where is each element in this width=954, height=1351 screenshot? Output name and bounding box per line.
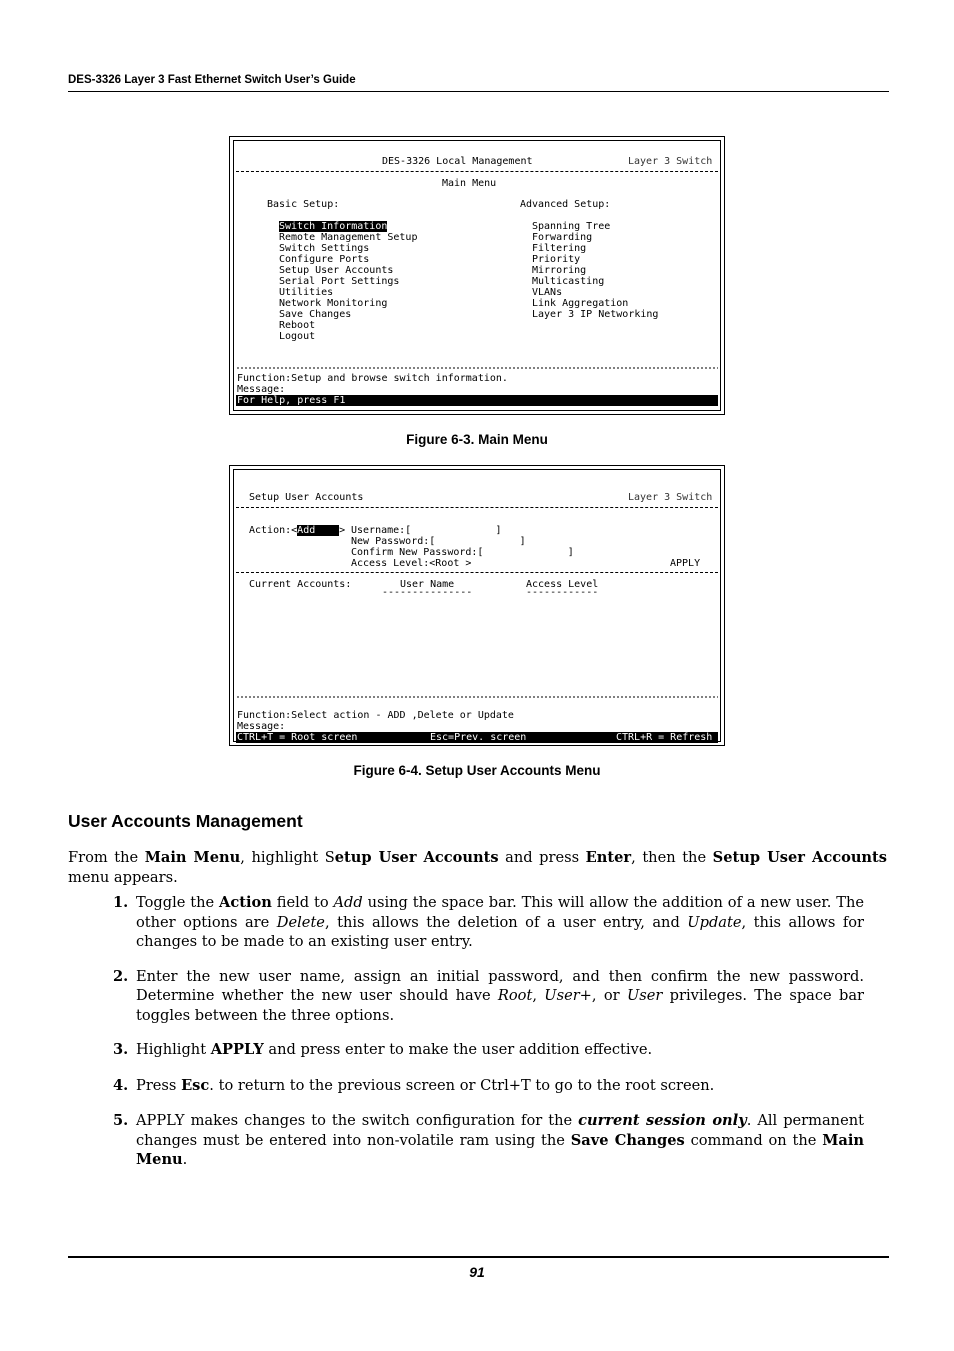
basic-setup-heading: Basic Setup: xyxy=(267,199,340,210)
bold-text: Save Changes xyxy=(570,1131,685,1149)
confirm-password-field[interactable]: Confirm New Password:[ ] xyxy=(351,547,574,558)
function-line: Function:Select action - ADD ,Delete or Update xyxy=(237,710,514,721)
bold-text: Esc xyxy=(181,1076,210,1094)
text: , or xyxy=(591,987,627,1004)
text: . All permanent changes must be entered into non-volatile ram using the xyxy=(136,1112,864,1149)
menu-item-mirroring[interactable]: Mirroring xyxy=(532,265,587,276)
figure-6-4-caption: Figure 6-4. Setup User Accounts Menu xyxy=(353,763,601,778)
menu-item-save-changes[interactable]: Save Changes xyxy=(279,309,352,320)
list-item xyxy=(68,1040,864,1060)
menu-item-switch-information[interactable]: Switch Information xyxy=(279,221,388,232)
help-bar xyxy=(236,395,718,406)
bold-text: Enter xyxy=(585,849,632,866)
bold-italic-text: current session only xyxy=(578,1112,747,1129)
text: Enter the new user name, assign an initial password, and then confirm the new password. Determine whether the new user should have xyxy=(136,967,864,1004)
header-rule xyxy=(68,91,889,92)
text: and press enter to make the user addition effective. xyxy=(263,1041,653,1058)
help-text: For Help, press F1 xyxy=(237,395,346,406)
apply-button[interactable]: APPLY xyxy=(670,558,701,569)
star-divider xyxy=(236,367,718,369)
current-accounts-label: Current Accounts: xyxy=(249,579,352,590)
function-line: Function:Setup and browse switch information. xyxy=(237,373,508,384)
action-label: Action:< xyxy=(249,525,298,536)
refresh-shortcut[interactable]: CTRL+R = Refresh xyxy=(616,732,713,743)
menu-title: Main Menu xyxy=(442,178,497,189)
text: , this allows the deletion of a user entry, and xyxy=(324,913,688,931)
column-access-level: Access Level xyxy=(526,579,599,590)
menu-item-setup-user-accounts[interactable]: Setup User Accounts xyxy=(279,265,394,276)
screen-title: Setup User Accounts xyxy=(249,492,364,503)
list-item xyxy=(68,1076,864,1096)
step-number: 2. xyxy=(113,967,129,985)
menu-item-link-aggregation[interactable]: Link Aggregation xyxy=(532,298,629,309)
text: field to xyxy=(271,894,334,911)
step-number: 4. xyxy=(113,1076,129,1094)
text: . xyxy=(182,1151,188,1168)
menu-item-spanning-tree[interactable]: Spanning Tree xyxy=(532,221,611,232)
menu-item-serial-port-settings[interactable]: Serial Port Settings xyxy=(279,276,400,287)
italic-text: Add xyxy=(333,894,363,911)
prev-screen-shortcut[interactable]: Esc=Prev. screen xyxy=(430,732,527,743)
menu-item-remote-management-setup[interactable]: Remote Management Setup xyxy=(279,232,418,243)
text: using the space bar. This will allow the addition of a new user. The other options are xyxy=(136,894,864,931)
menu-item-configure-ports[interactable]: Configure Ports xyxy=(279,254,370,265)
list-item xyxy=(68,893,864,952)
access-level-field[interactable]: Access Level:<Root > xyxy=(351,558,472,569)
document-header: DES-3326 Layer 3 Fast Ethernet Switch User’s Guide xyxy=(68,74,356,86)
menu-item-logout[interactable]: Logout xyxy=(279,331,316,342)
page-number: 91 xyxy=(469,1264,485,1280)
step-number: 5. xyxy=(113,1112,129,1129)
form-divider xyxy=(236,572,718,573)
root-screen-shortcut[interactable]: CTRL+T = Root screen xyxy=(237,732,358,743)
intro-paragraph xyxy=(68,848,887,887)
italic-text: Delete xyxy=(276,913,325,931)
shortcut-bar xyxy=(236,732,718,743)
section-heading: User Accounts Management xyxy=(68,811,303,831)
menu-item-reboot[interactable]: Reboot xyxy=(279,320,316,331)
steps-list xyxy=(68,893,864,1170)
screen-right-title: Layer 3 Switch xyxy=(628,492,713,503)
title-divider xyxy=(236,507,718,508)
username-field[interactable]: Username:[ ] xyxy=(351,525,502,536)
list-item xyxy=(68,1111,864,1170)
message-line: Message: xyxy=(237,721,286,732)
text: Toggle the xyxy=(136,894,220,911)
menu-item-filtering[interactable]: Filtering xyxy=(532,243,587,254)
column-access-level-underline: ------------ xyxy=(526,587,599,598)
action-field[interactable] xyxy=(249,525,345,536)
text: menu appears. xyxy=(68,868,178,886)
text: From the xyxy=(68,849,145,866)
italic-text: User xyxy=(626,987,663,1004)
column-user-name: User Name xyxy=(400,579,455,590)
bold-text: Setup User Accounts xyxy=(712,849,888,866)
text: APPLY makes changes to the switch configuration for the xyxy=(136,1112,579,1129)
menu-item-utilities[interactable]: Utilities xyxy=(279,287,334,298)
bold-text: APPLY xyxy=(210,1041,264,1058)
footer-rule xyxy=(68,1256,889,1258)
text: privileges. The space bar toggles between the three options. xyxy=(136,987,864,1024)
step-number: 3. xyxy=(113,1041,129,1058)
star-divider xyxy=(236,696,718,698)
text: Press xyxy=(136,1076,182,1094)
menu-item-network-monitoring[interactable]: Network Monitoring xyxy=(279,298,388,309)
screen-title: DES-3326 Local Management xyxy=(382,156,533,167)
text: . to return to the previous screen or Ctrl+T to go to the root screen. xyxy=(209,1076,715,1094)
figure-6-3-caption: Figure 6-3. Main Menu xyxy=(406,432,548,447)
italic-text: Update xyxy=(687,913,742,931)
action-value[interactable]: Add xyxy=(297,525,339,536)
main-menu-screenshot xyxy=(229,136,725,415)
menu-item-multicasting[interactable]: Multicasting xyxy=(532,276,605,287)
text: , xyxy=(532,987,545,1004)
action-end: > xyxy=(339,525,346,536)
text: , highlight S xyxy=(240,849,335,866)
menu-item-priority[interactable]: Priority xyxy=(532,254,581,265)
setup-user-accounts-screenshot xyxy=(229,465,725,746)
advanced-setup-heading: Advanced Setup: xyxy=(520,199,611,210)
step-number: 1. xyxy=(113,894,129,911)
menu-item-vlans[interactable]: VLANs xyxy=(532,287,563,298)
menu-item-forwarding[interactable]: Forwarding xyxy=(532,232,593,243)
column-user-name-underline: --------------- xyxy=(382,587,473,598)
menu-item-layer-3-ip-networking[interactable]: Layer 3 IP Networking xyxy=(532,309,659,320)
bold-text: Main Menu xyxy=(136,1131,864,1168)
bold-text: Action xyxy=(219,894,272,911)
list-item xyxy=(68,967,864,1026)
bold-text: Main Menu xyxy=(144,849,241,866)
text: Highlight xyxy=(136,1041,211,1058)
bold-text: etup User Accounts xyxy=(334,849,499,866)
title-divider xyxy=(236,171,718,172)
menu-item-switch-settings[interactable]: Switch Settings xyxy=(279,243,370,254)
text: , this allows for changes to be made to an existing user entry. xyxy=(136,913,864,950)
text: command on the xyxy=(684,1131,823,1149)
text: and press xyxy=(498,849,586,866)
message-line: Message: xyxy=(237,384,286,395)
text: , then the xyxy=(631,849,713,866)
new-password-field[interactable]: New Password:[ ] xyxy=(351,536,526,547)
italic-text: User+ xyxy=(544,987,592,1004)
italic-text: Root xyxy=(497,987,533,1004)
screen-right-title: Layer 3 Switch xyxy=(628,156,713,167)
